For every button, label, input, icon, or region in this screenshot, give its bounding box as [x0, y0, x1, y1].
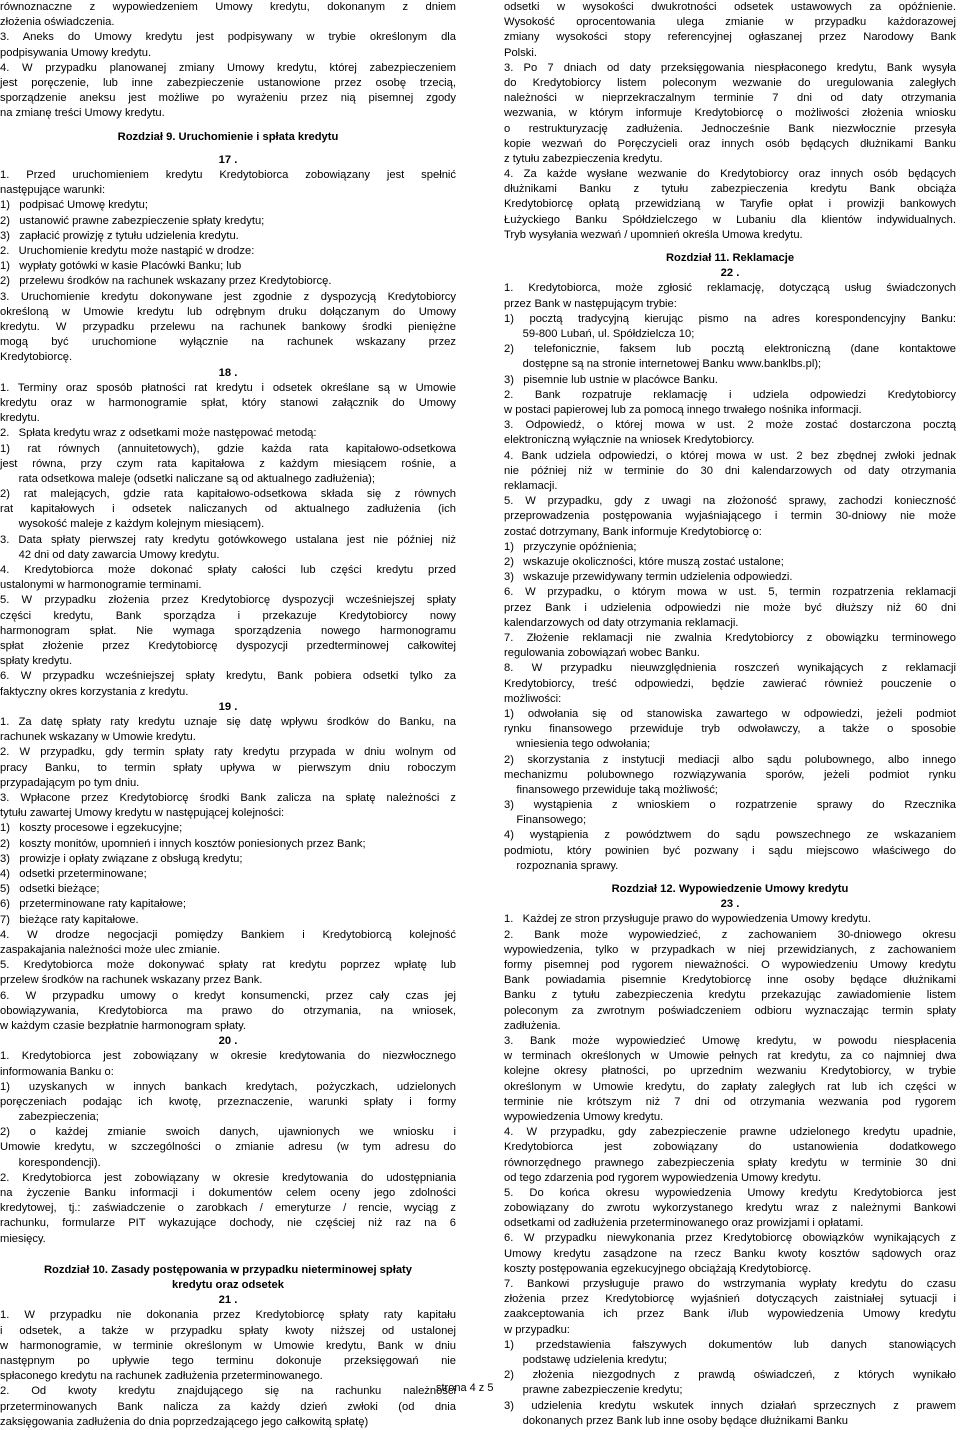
text-line: 1. Każdej ze stron przysługuje prawo do wypowiedzenia Umowy kredytu.: [504, 913, 871, 926]
text-line: dostępne są na stronie internetowej Banku www.banklbs.pl);: [504, 358, 822, 371]
text-line: 1) rat równych (annuitetowych), gdzie każda rata kapitałowo-odsetkowa: [0, 442, 456, 455]
text-line: 2) przelewu środków na rachunek wskazany przez Kredytobiorcę.: [0, 275, 332, 288]
text-line: na zmianę treści Umowy kredytu.: [0, 107, 165, 120]
text-line: wniesienia tego odwołania;: [504, 738, 651, 751]
text-line: Umowy kredytu zasądzone na rzecz Banku kwoty kosztów sądowych oraz: [504, 1247, 956, 1260]
text-line: 4. W drodze negocjacji pomiędzy Bankiem i Kredytobiorcą kolejność: [0, 928, 456, 941]
text-line: 6. W przypadku niewykonania przez Kredytobiorcę obowiązków wynikających z: [504, 1232, 956, 1245]
text-line: 6. W przypadku wcześniejszej spłaty kredytu, Bank pobiera odsetki tylko za: [0, 670, 456, 683]
text-line: dłużnikami Banku z tytułu zabezpieczenia kredytu Bank obciąża: [504, 183, 956, 196]
text-line: 6. W przypadku umowy o kredyt konsumencki, przez cały czas jej: [0, 989, 456, 1002]
text-line: informowania Banku o:: [0, 1065, 114, 1078]
text-line: prawne zabezpieczenie kredytu;: [504, 1384, 683, 1397]
text-line: podpisywania Umowy kredytu.: [0, 46, 152, 59]
text-line: możliwości:: [504, 692, 562, 705]
text-line: 1) podpisać Umowę kredytu;: [0, 199, 148, 212]
text-line: spłaty kredytu.: [0, 655, 73, 668]
text-line: Finansowego;: [504, 814, 587, 827]
text-line: 3. Uruchomienie kredytu dokonywane jest zgodnie z dyspozycją Kredytobiorcy: [0, 290, 456, 303]
text-line: spłat złożenie przez Kredytobiorcę dyspozycji przedterminowej całkowitej: [0, 640, 456, 652]
text-line: 1. Przed uruchomieniem kredytu Kredytobiorca zobowiązany jest spełnić: [0, 168, 456, 181]
text-line: reklamacji.: [504, 479, 558, 492]
text-line: 2. Uruchomienie kredytu może nastąpić w drodze:: [0, 244, 255, 257]
text-line: pracy Banku, to termin spłaty upływa w pierwszym dniu roboczym: [0, 761, 456, 774]
text-line: 1. Kredytobiorca, może zgłosić reklamację, dotyczącą usług świadczonych: [504, 282, 956, 295]
text-line: rata odsetkowa maleje (odsetki naliczane są od aktualnego zadłużenia);: [0, 472, 375, 485]
text-line: o restrukturyzację zadłużenia. Jednocześnie Bank niezwłocznie przesyła: [504, 122, 956, 135]
text-line: Kredytobiorcy, treść odpowiedzi, będzie zawierać również pouczenie o: [504, 677, 956, 690]
section-heading: Rozdział 10. Zasady postępowania w przypadku nieterminowej spłaty: [43, 1263, 413, 1276]
text-line: 3) pisemnie lub ustnie w placówce Banku.: [504, 373, 718, 386]
left-column: [0, 0, 456, 1430]
text-line: 1) koszty procesowe i egzekucyjne;: [0, 822, 183, 835]
text-line: formy pisemnej pod rygorem nieważności. O wypowiedzeniu Umowy kredytu: [504, 959, 956, 972]
text-line: 7) bieżące raty kapitałowe.: [0, 913, 139, 926]
text-line: regulowania zobowiązań wobec Banku.: [504, 647, 700, 660]
text-line: Umowie kredytu, w szczególności o zmianie adresu (w tym adresu do: [0, 1141, 456, 1154]
page-number: strona 4 z 5: [436, 1382, 494, 1394]
text-line: następnym po upływie tego terminu dokonuje przeksięgowań nie: [0, 1355, 456, 1367]
text-line: następujące warunki:: [0, 184, 106, 197]
text-line: 4. W przypadku planowanej zmiany Umowy kredytu, której zabezpieczeniem: [0, 61, 456, 74]
text-line: 2. Od kwoty kredytu znajdującego się na rachunku należności: [0, 1385, 456, 1398]
text-line: mogą być uruchomione wyłącznie na rachunek wskazany przez: [0, 336, 456, 349]
spacer: [504, 243, 956, 251]
text-line: 2) o każdej zmianie swoich danych, ujawnionych we wniosku i: [0, 1126, 456, 1139]
text-line: 7. Złożenie reklamacji nie zwalnia Kredytobiorcy z obowiązku terminowego: [504, 631, 956, 644]
text-line: 59-800 Lubań, ul. Spółdzielcza 10;: [504, 328, 695, 341]
text-line: kredytu.: [0, 412, 40, 425]
text-line: od tego zdarzenia pod rygorem wypowiedzenia Umowy kredytu.: [504, 1171, 822, 1184]
text-line: kolejne okresy płatności, po uprzednim wezwaniu Kredytobiorcy, w trybie: [504, 1065, 956, 1078]
text-line: 6) przeterminowane raty kapitałowe;: [0, 898, 186, 911]
text-line: kredytu oraz w harmonogramie spłat, który stanowi załącznik do Umowy: [0, 396, 456, 409]
text-line: podmiotu, który powinien być pozwany i sądu miejscowo właściwego do: [504, 844, 956, 857]
text-line: zmiany wysokości stopy referencyjnej ogłaszanej przez Narodowy Bank: [504, 31, 956, 44]
text-line: terminie nie krótszym niż 7 dni od otrzymania wezwania pod rygorem: [504, 1095, 956, 1108]
text-line: korespondencji).: [0, 1156, 101, 1169]
text-line: w harmonogramie, w terminie określonym w Umowie kredytu, Bank w dniu: [0, 1339, 456, 1352]
text-line: 1. Terminy oraz sposób płatności rat kredytu i odsetek określane są w Umowie: [0, 381, 456, 394]
text-line: poręczeniach podając ich kwotę, przeznaczenie, warunki spłaty i formy: [0, 1095, 456, 1108]
text-line: 2. Spłata kredytu wraz z odsetkami może następować metodą:: [0, 427, 317, 440]
text-line: nie później niż w terminie do 30 dni kalendarzowych od daty otrzymania: [504, 464, 956, 477]
text-line: 3) wystąpienia z wnioskiem o rozpatrzenie sprawy do Rzecznika: [504, 799, 956, 812]
spacer: [0, 145, 456, 153]
text-line: finansowego przewiduje taką możliwość;: [504, 783, 718, 796]
text-line: w postaci papierowej lub za pomocą innego trwałego nośnika informacji.: [504, 404, 862, 417]
text-line: elektroniczną wyłącznie na wniosek Kredytobiorcy.: [504, 434, 755, 447]
spacer: [504, 874, 956, 882]
text-line: Kredytobiorcę.: [0, 351, 73, 364]
text-line: 1. W przypadku nie dokonania przez Kredytobiorcę spłaty raty kapitału: [0, 1309, 456, 1322]
text-line: poleconym za zwrotnym poświadczeniem odbioru wyznaczając termin spłaty: [504, 1004, 956, 1017]
text-line: 1) pocztą tradycyjną kierując pismo na adres korespondencyjny Banku:: [504, 312, 956, 325]
text-line: zobowiązany do zwrotu wykorzystanego kredytu wraz z należnymi Bankowi: [504, 1202, 956, 1215]
text-line: 3) wskazuje przewidywany termin udzielenia odpowiedzi.: [504, 571, 793, 584]
text-line: przez Bank i udzielenia odpowiedzi nie może być dłuższy niż 60 dni: [504, 601, 956, 614]
text-line: 2) telefonicznie, faksem lub pocztą elektroniczną (dane kontaktowe: [504, 343, 956, 356]
text-line: 1. Kredytobiorca jest zobowiązany w okresie kredytowania do niezwłocznego: [0, 1050, 456, 1063]
text-line: zaakceptowania ich przez Bank i/lub wypowiedzenia Umowy kredytu: [504, 1308, 956, 1321]
section-heading: Rozdział 9. Uruchomienie i spłata kredytu: [117, 130, 339, 143]
text-line: określonym w Umowie kredytu, do zapłaty zaległych rat lub ich części w: [504, 1080, 956, 1093]
text-line: dokonanych przez Bank lub inne osoby będące dłużnikami Banku: [504, 1414, 848, 1427]
text-line: 2) złożenia niezgodnych z prawdą oświadczeń, z których wynikało: [504, 1369, 956, 1382]
text-line: 4) odsetki przeterminowane;: [0, 867, 147, 880]
text-line: wezwania, w którym informuje Kredytobiorcę o możliwości złożenia wniosku: [504, 107, 956, 120]
text-line: przypadającym po tym dniu.: [0, 776, 140, 789]
text-line: 2. Bank może wypowiedzieć, z zachowaniem 30-dniowego okresu: [504, 928, 956, 941]
text-line: 2) skorzystania z instytucji mediacji albo sądu polubownego, albo innego: [504, 753, 956, 766]
text-line: rachunek wskazany w Umowie kredytu.: [0, 731, 196, 744]
text-line: złożenia przez Kredytobiorcę wyjaśnień dotyczących zaistniałej sytuacji i: [504, 1293, 956, 1306]
text-line: Wysokość oprocentowania ulega zmianie w przypadku każdorazowej: [504, 16, 956, 29]
text-line: zadłużenia.: [504, 1019, 561, 1032]
text-line: w przypadku:: [504, 1323, 570, 1336]
text-line: 1. Za datę spłaty raty kredytu uznaje się datę wpływu środków do Banku, na: [0, 715, 456, 728]
text-line: 2) koszty monitów, upomnień i innych kosztów poniesionych przez Bank;: [0, 837, 366, 850]
text-line: 4. W przypadku, gdy zabezpieczenie prawne udzielonego kredytu upadnie,: [504, 1126, 956, 1139]
text-line: 4. Kredytobiorca może dokonać spłaty całości lub części kredytu przed: [0, 564, 456, 577]
text-line: kopie wezwań do Poręczycieli oraz innych osób będących dłużnikami Banku: [504, 137, 956, 150]
text-line: 3) prowizje i opłaty związane z obsługą kredytu;: [0, 852, 243, 865]
text-line: zostać dotrzymany, Bank informuje Kredytobiorcę o:: [504, 525, 762, 538]
text-line: 42 dni od daty zawarcia Umowy kredytu.: [0, 548, 220, 561]
text-line: zaksięgowania zadłużenia do dnia poprzedzającego jego całkowitą spłatę): [0, 1415, 369, 1428]
text-line: 4) wystąpienia z powództwem do sądu powszechnego ze wskazaniem: [504, 829, 956, 842]
text-line: Łużyckiego Banku Spółdzielczego w Lubaniu dla klientów indywidualnych.: [504, 213, 956, 226]
text-line: odsetki w wysokości dwukrotności odsetek ustawowych za opóźnienie.: [504, 1, 956, 13]
text-line: zaspakajania należności może ulec zmianie.: [0, 943, 221, 956]
text-line: z tytułu zabezpieczenia kredytu.: [504, 152, 663, 165]
text-line: w każdym czasie bezpłatnie harmonogram spłaty.: [0, 1019, 247, 1032]
text-line: Tryb wysyłania wezwań / upomnień określa Umowa kredytu.: [504, 228, 803, 241]
text-line: spłaconego kredytu na rachunek zadłużenia przeterminowanego.: [0, 1370, 323, 1383]
text-line: zabezpieczenia;: [0, 1111, 99, 1124]
text-line: 2) wskazuje okoliczności, które muszą zostać ustalone;: [504, 555, 784, 568]
text-line: do Kredytobiorcy listem poleconym wezwanie do uregulowania zaległych: [504, 76, 956, 89]
text-line: 8. W przypadku nieuwzględnienia roszczeń wynikających z reklamacji: [504, 662, 956, 675]
text-line: 3. Aneks do Umowy kredytu jest podpisywany w trybie określonym dla: [0, 31, 456, 44]
text-line: należności w nieprzekraczalnym terminie 7 dni od daty otrzymania: [504, 92, 956, 105]
text-line: 7. Bankowi przysługuje prawo do wstrzymania wypłaty kredytu do czasu: [504, 1278, 956, 1291]
text-line: 1) odwołania się od stanowiska zawartego w odpowiedzi, jeżeli podmiot: [504, 707, 956, 720]
text-line: 5. W przypadku, gdy z uwagi na złożoność sprawy, zachodzi konieczność: [504, 495, 956, 508]
text-line: i odsetek, a także w przypadku spłaty kwoty niższej od ustalonej: [0, 1324, 456, 1337]
text-line: Kredytobiorca jest zobowiązany do ustanowienia dodatkowego: [504, 1141, 956, 1154]
text-line: jest równa, przy czym rata kapitałowa z każdym miesiącem rośnie, a: [0, 457, 456, 470]
text-line: przez Bank w następującym trybie:: [504, 297, 677, 310]
text-line: 3. Bank może wypowiedzieć Umowę kredytu, w powodu niespłacenia: [504, 1034, 956, 1047]
text-line: 6. W przypadku, o którym mowa w ust. 5, termin rozpatrzenia reklamacji: [504, 586, 956, 599]
section-heading: kredytu oraz odsetek: [172, 1279, 284, 1292]
text-line: Banku z tytułu zabezpieczenia kredytu przekazując zawiadomienie listem: [504, 989, 956, 1002]
section-heading: Rozdział 11. Reklamacje: [665, 252, 795, 265]
section-heading: 20 .: [218, 1035, 238, 1048]
text-line: faktyczny okres korzystania z kredytu.: [0, 685, 189, 698]
text-line: 2. Kredytobiorca jest zobowiązany w okresie kredytowania do udostępniania: [0, 1171, 456, 1184]
text-line: 3. Wpłacone przez Kredytobiorcę środki Bank zalicza na spłatę należności z: [0, 791, 456, 804]
text-line: jest poręczenie, lub inne zabezpieczenie ustanowione przez osobę trzecią,: [0, 76, 456, 89]
spacer: [0, 1255, 456, 1263]
section-heading: 21 .: [218, 1294, 238, 1307]
text-line: 1) uzyskanych w innych bankach kredytach, pożyczkach, udzielonych: [0, 1080, 456, 1093]
right-column: [504, 0, 956, 1429]
text-line: wypowiedzenia, tylko w przypadkach w niej przewidzianych, z zachowaniem: [504, 943, 956, 956]
text-line: rat kapitałowych i odsetek naliczanych od aktualnego zadłużenia (ich: [0, 503, 456, 516]
text-line: 3. Data spłaty pierwszej raty kredytu gotówkowego ustalana jest nie później niż: [0, 533, 456, 546]
text-line: rozpoznania sprawy.: [504, 859, 619, 872]
text-line: 4. Za każde wysłane wezwanie do Kredytobiorcy oraz innych osób będących: [504, 168, 956, 181]
text-line: 5. Kredytobiorca może dokonywać spłaty rat kredytu poprzez wpłatę lub: [0, 959, 456, 972]
section-heading: 18 .: [218, 366, 238, 379]
text-line: rachunku, formularze PIT wykazujące dochody, nie częściej niż raz na 6: [0, 1217, 456, 1230]
text-line: 5) odsetki bieżące;: [0, 883, 100, 896]
section-heading: 22 .: [720, 267, 740, 280]
section-heading: 23 .: [720, 898, 740, 911]
text-line: kredytowej, tj.: zaświadczenie o zarobkach / emeryturze / rencie, wyciąg z: [0, 1202, 456, 1215]
text-line: odsetkami od zadłużenia przeterminowanego oraz prowizjami i opłatami.: [504, 1217, 864, 1230]
text-line: Polski.: [504, 46, 537, 59]
text-line: Kredytobiorcę opłatą przewidzianą w Taryfie opłat i prowizji bankowych: [504, 198, 956, 211]
text-line: 2. W przypadku, gdy termin spłaty raty kredytu przypada w dniu wolnym od: [0, 746, 456, 759]
text-line: 1) wypłaty gotówki w kasie Placówki Banku; lub: [0, 260, 242, 273]
text-line: 3) zapłacić prowizję z tytułu udzielenia kredytu.: [0, 229, 239, 242]
section-heading: Rozdział 12. Wypowiedzenie Umowy kredytu: [611, 883, 849, 896]
text-line: określoną w Umowie kredytu lub odrębnym druku dołączanym do Umowy: [0, 305, 456, 318]
text-line: kredytu. W przypadku przelewu na rachunek bankowy środki pieniężne: [0, 320, 456, 333]
text-line: podstawę udzielenia kredytu;: [504, 1354, 667, 1366]
text-line: 3) udzielenia kredytu wskutek innych działań sprzecznych z prawem: [504, 1399, 956, 1412]
text-line: na życzenie Banku informacji i dokumentów celem oceny jego zdolności: [0, 1187, 456, 1200]
text-line: 3. Po 7 dniach od daty przeksięgowania niespłaconego kredytu, Bank wysyła: [504, 61, 956, 74]
text-line: tytułu zawartej Umowy kredytu w następującej kolejności:: [0, 807, 285, 820]
text-line: złożenia oświadczenia.: [0, 16, 115, 29]
text-line: 1) przyczynie opóźnienia;: [504, 540, 637, 553]
spacer: [0, 122, 456, 130]
text-line: równorzędnego prawnego zabezpieczenia spłaty kredytu w terminie 30 dni: [504, 1156, 956, 1169]
text-line: 2. Bank rozpatruje reklamację i udziela odpowiedzi Kredytobiorcy: [504, 388, 956, 401]
spacer: [0, 1247, 456, 1255]
text-line: 2) ustanowić prawne zabezpieczenie spłaty kredytu;: [0, 214, 265, 227]
text-line: przeterminowanych Bank nalicza za każdy dzień zwłoki (od dnia: [0, 1400, 456, 1413]
text-line: wypowiedzenia Umowy kredytu.: [504, 1110, 664, 1123]
text-line: 5. Do końca okresu wypowiedzenia Umowy kredytu Kredytobiorca jest: [504, 1186, 956, 1199]
text-line: przeprowadzenia postępowania wyjaśniającego i termin 30-dniowy nie może: [504, 510, 956, 523]
text-line: obowiązywania, Kredytobiorca ma prawo do otrzymania, na wniosek,: [0, 1004, 456, 1017]
text-line: 3. Odpowiedź, o której mowa w ust. 2 może zostać dostarczona pocztą: [504, 419, 956, 432]
text-line: Bank powiadamia pisemnie Kredytobiorcę inne osoby będące dłużnikami: [504, 974, 956, 987]
text-line: 4. Bank udziela odpowiedzi, o której mowa w ust. 2 bez zbędnej zwłoki jednak: [504, 449, 956, 462]
text-line: rynku finansowego przewiduje tryb odwoławczy, a także o sposobie: [504, 723, 956, 736]
text-line: harmonogram spłat. Nie wymaga sporządzenia nowego harmonogramu: [0, 624, 456, 637]
text-line: koszty postępowania egzekucyjnego obciążają Kredytobiorcę.: [504, 1262, 812, 1275]
text-line: miesięcy.: [0, 1232, 46, 1245]
text-line: przelew środków na rachunek wskazany przez Bank.: [0, 974, 263, 987]
text-line: kalendarzowych od daty otrzymania reklamacji.: [504, 616, 739, 629]
text-line: w terminach określonych w Umowie pełnych rat kredytu, za co najmniej dwa: [504, 1050, 956, 1063]
text-line: części kredytu, Bank sporządza i przekazuje Kredytobiorcy nowy: [0, 609, 456, 622]
section-heading: 19 .: [218, 700, 238, 713]
text-line: sporządzenie aneksu jest możliwe po wyrażeniu przez nią pisemnej zgody: [0, 92, 456, 105]
section-heading: 17 .: [218, 153, 238, 166]
text-line: wysokość maleje z każdym kolejnym miesiącem).: [0, 518, 265, 531]
text-line: 1) przedstawienia fałszywych dokumentów lub danych stanowiących: [504, 1338, 956, 1351]
text-line: równoznaczne z wypowiedzeniem Umowy kredytu, dokonanym z dniem: [0, 1, 456, 13]
text-line: ustalonymi w harmonogramie terminami.: [0, 579, 202, 592]
text-line: 2) rat malejących, gdzie rata kapitałowo-odsetkowa składa się z równych: [0, 488, 456, 501]
text-line: 5. W przypadku złożenia przez Kredytobiorcę dyspozycji wcześniejszej spłaty: [0, 594, 456, 607]
text-line: mechanizmu polubownego rozwiązywania sporów, jeżeli podmiot rynku: [504, 768, 956, 781]
